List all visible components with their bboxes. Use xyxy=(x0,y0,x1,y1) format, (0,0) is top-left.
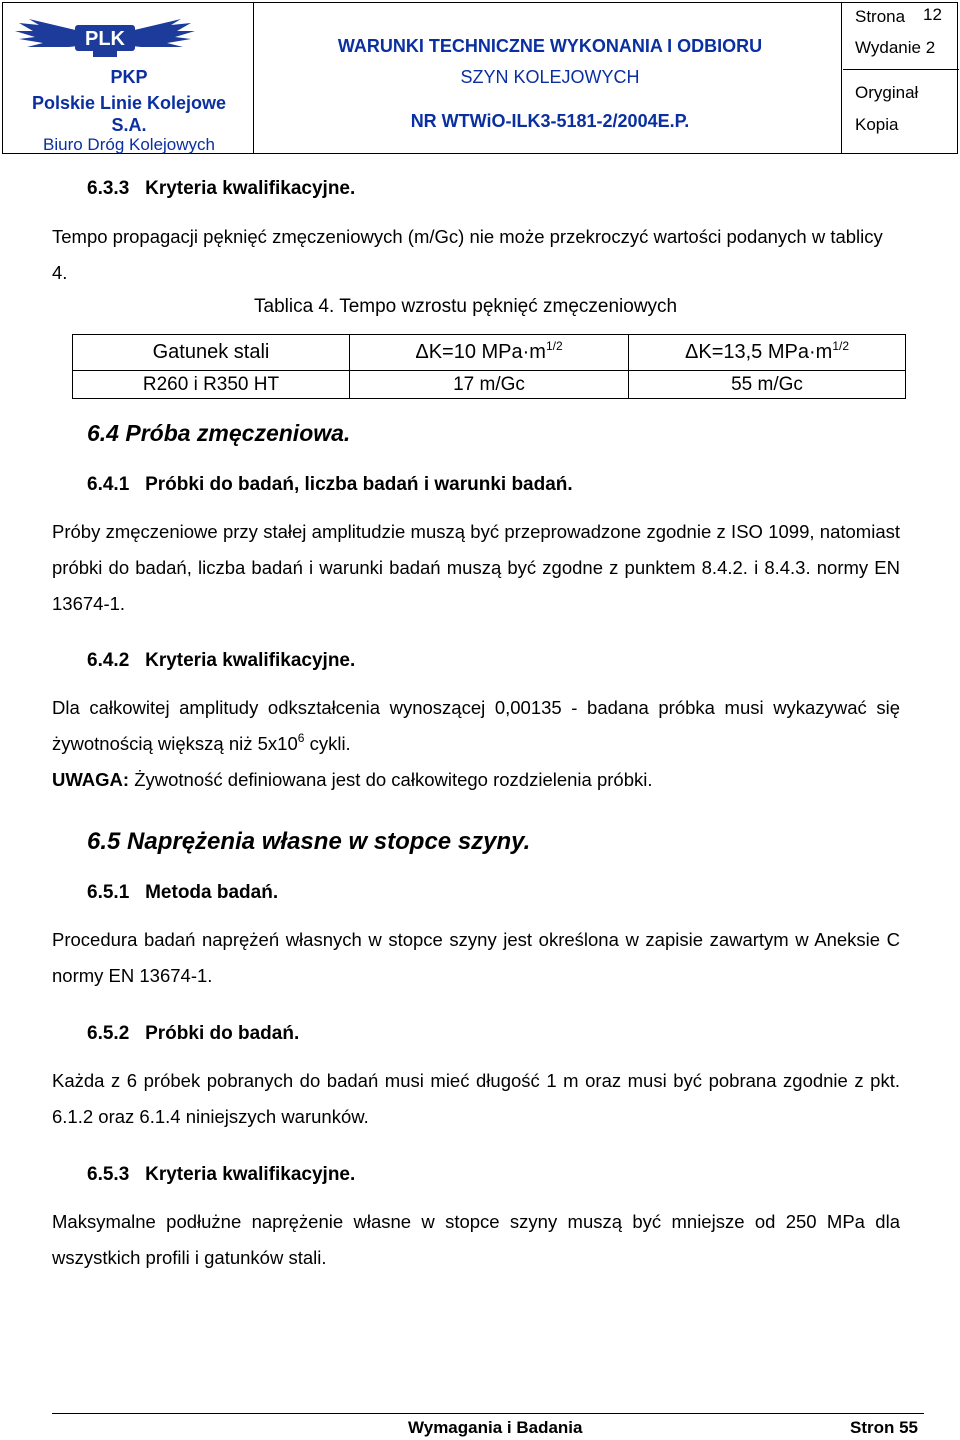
section-heading-6-5-3 xyxy=(87,1164,355,1186)
paragraph: Próby zmęczeniowe przy stałej amplitudzie muszą być przeprowadzone zgodnie z ISO 1099, natomiast próbki do badań, liczba badań i warunki badań muszą być zgodne z punktem 8.4.2. i 8.4.3. normy EN 13674-1. xyxy=(52,521,900,614)
table-header-cell: ΔK=10 $MPa\cdot m^{1/2}$ xyxy=(350,335,629,371)
paragraph: Tempo propagacji pęknięć zmęczeniowych (m/Gc) nie może przekroczyć wartości podanych w tablicy 4. xyxy=(52,226,883,283)
footer-divider xyxy=(52,1413,924,1414)
fatigue-crack-table xyxy=(72,334,906,399)
table-header-cell: ΔK=13,5 $MPa\cdot m^{1/2}$ xyxy=(629,335,906,371)
org-name: S.A. xyxy=(111,115,147,135)
org-name: PKP xyxy=(110,67,148,87)
document-number: NR WTWiO-ILK3-5181-2/2004E.P. xyxy=(410,111,690,131)
section-heading-6-3-3 xyxy=(87,178,355,200)
document-title: WARUNKI TECHNICZNE WYKONANIA I ODBIORU xyxy=(337,36,763,56)
table-cell: 17 m/Gc xyxy=(350,371,629,399)
section-heading-6-5: 6.5 Naprężenia własne w stopce szyny. xyxy=(87,828,531,855)
document-subtitle: SZYN KOLEJOWYCH xyxy=(460,67,640,87)
plk-logo xyxy=(9,7,201,67)
section-number: 6.4.1 xyxy=(87,474,130,495)
paragraph: Dla całkowitej amplitudy odkształcenia wynoszącej 0,00135 - badana próbka musi wykazywać się żywotnością większą niż $5x10^6$ cykli. xyxy=(52,697,900,754)
table-header-row xyxy=(73,335,906,371)
org-name: Polskie Linie Kolejowe xyxy=(31,93,227,113)
section-title: Kryteria kwalifikacyjne. xyxy=(145,1164,356,1185)
page-label: Strona xyxy=(855,7,906,26)
note-text: Żywotność definiowana jest do całkowitego rozdzielenia próbki. xyxy=(129,769,653,790)
section-number: 6.3.3 xyxy=(87,178,130,199)
section-number: 6.5.3 xyxy=(87,1164,130,1185)
footer-title: Wymagania i Badania xyxy=(408,1418,583,1437)
section-title: Kryteria kwalifikacyjne. xyxy=(145,650,356,671)
section-heading-6-4-1 xyxy=(87,474,573,496)
paragraph: Każda z 6 próbek pobranych do badań musi mieć długość 1 m oraz musi być pobrana zgodnie z pkt. 6.1.2 oraz 6.1.4 niniejszych warunków. xyxy=(52,1070,900,1127)
table-row xyxy=(73,371,906,399)
table-caption: Tablica 4. Tempo wzrostu pęknięć zmęczeniowych xyxy=(254,296,678,317)
table-cell: R260 i R350 HT xyxy=(73,371,350,399)
section-number: 6.4.2 xyxy=(87,650,130,671)
section-heading-6-5-1 xyxy=(87,882,278,904)
paragraph: Maksymalne podłużne naprężenie własne w stopce szyny muszą być mniejsze od 250 MPa dla wszystkich profili i gatunków stali. xyxy=(52,1211,900,1268)
note-label: UWAGA: xyxy=(52,769,130,790)
section-heading-6-4-2 xyxy=(87,650,355,672)
section-number: 6.5.1 xyxy=(87,882,130,903)
section-title: Kryteria kwalifikacyjne. xyxy=(145,178,356,199)
edition: Wydanie 2 xyxy=(855,38,936,57)
copy-label: Kopia xyxy=(855,115,899,134)
original-label: Oryginał xyxy=(855,83,919,102)
section-heading-6-4: 6.4 Próba zmęczeniowa. xyxy=(87,420,351,446)
document-header xyxy=(2,2,958,154)
table-header-cell: Gatunek stali xyxy=(73,335,350,371)
section-title: Metoda badań. xyxy=(145,882,279,903)
section-number: 6.5.2 xyxy=(87,1023,130,1044)
org-department: Biuro Dróg Kolejowych xyxy=(43,135,215,154)
paragraph: Procedura badań naprężeń własnych w stopce szyny jest określona w zapisie zawartym w Aneksie C normy EN 13674-1. xyxy=(52,929,900,986)
section-title: Próbki do badań, liczba badań i warunki badań. xyxy=(145,474,573,495)
page-number: 12 xyxy=(923,5,942,24)
section-heading-6-5-2 xyxy=(87,1023,299,1045)
note xyxy=(52,762,900,798)
header-divider xyxy=(843,69,959,70)
logo-text: PLK xyxy=(85,28,125,50)
footer-page-count: Stron 55 xyxy=(850,1418,919,1437)
table-cell: 55 m/Gc xyxy=(629,371,906,399)
section-title: Próbki do badań. xyxy=(145,1023,300,1044)
